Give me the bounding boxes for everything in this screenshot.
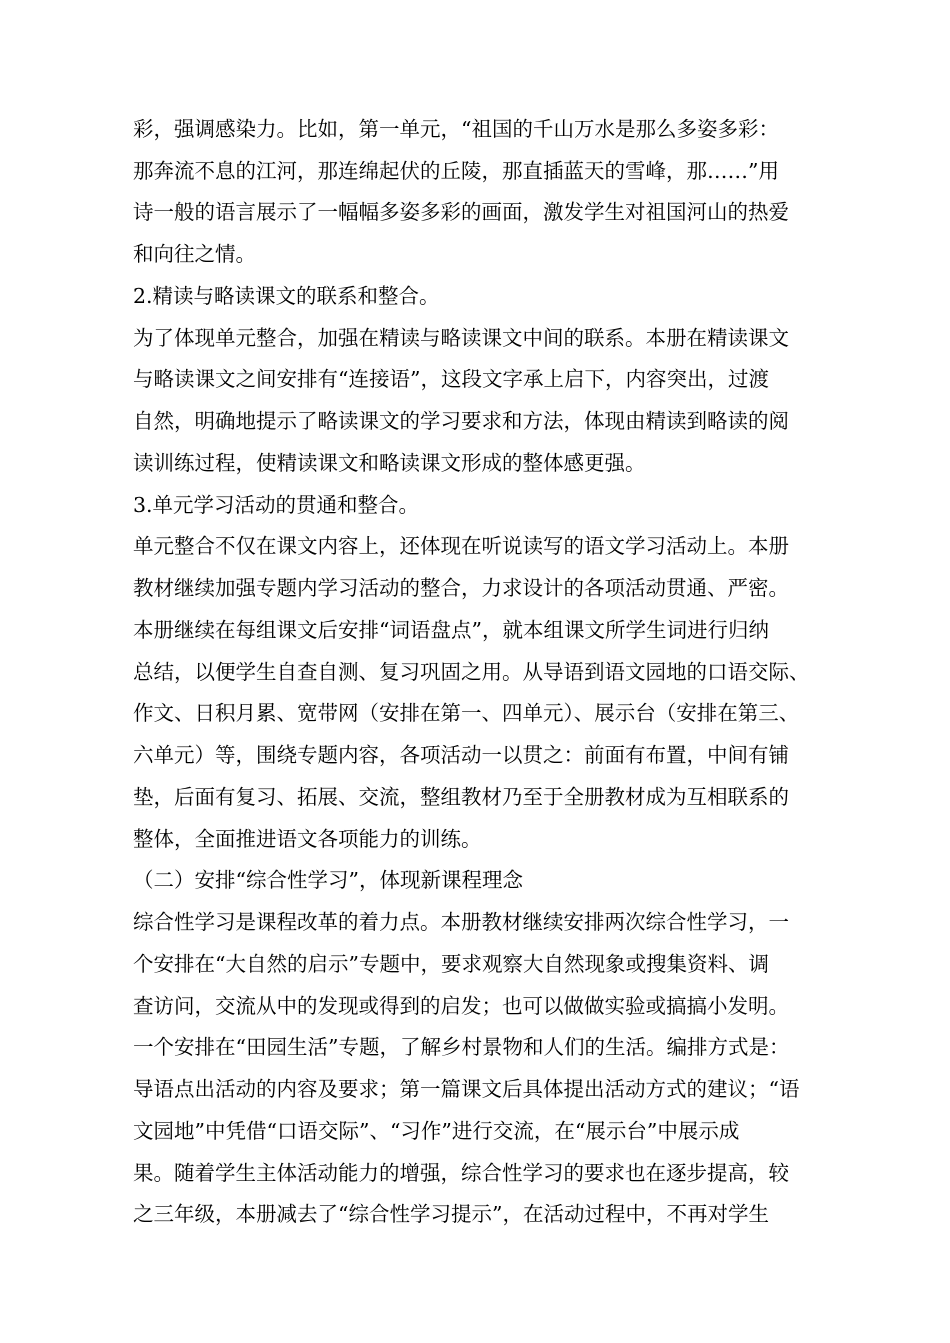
text-line: 一个安排在“田园生活”专题，了解乡村景物和人们的生活。编排方式是： (133, 1035, 790, 1059)
section-heading: （二）安排“综合性学习”，体现新课程理念 (133, 868, 523, 892)
text-line: 果。随着学生主体活动能力的增强，综合性学习的要求也在逐步提高，较 (133, 1161, 789, 1185)
text-line: 整体，全面推进语文各项能力的训练。 (133, 827, 482, 851)
text-line: 与略读课文之间安排有“连接语”，这段文字承上启下，内容突出，过渡 (133, 367, 769, 391)
text-line: 查访问，交流从中的发现或得到的启发；也可以做做实验或搞搞小发明。 (133, 994, 789, 1018)
section-heading: 2.精读与略读课文的联系和整合。 (133, 284, 440, 308)
text-line: 自然，明确地提示了略读课文的学习要求和方法，体现由精读到略读的阅 (133, 409, 789, 433)
text-line: 读训练过程，使精读课文和略读课文形成的整体感更强。 (133, 451, 646, 475)
text-line: 综合性学习是课程改革的着力点。本册教材继续安排两次综合性学习，一 (133, 910, 789, 934)
text-line: 六单元）等，围绕专题内容，各项活动一以贯之：前面有布置，中间有铺 (133, 743, 789, 767)
text-line: 彩，强调感染力。比如，第一单元，“祖国的千山万水是那么多姿多彩： (133, 117, 779, 141)
text-line: 总结，以便学生自查自测、复习巩固之用。从导语到语文园地的口语交际、 (133, 660, 810, 684)
text-line: 本册继续在每组课文后安排“词语盘点”，就本组课文所学生词进行归纳 (133, 618, 769, 642)
text-line: 垫，后面有复习、拓展、交流，整组教材乃至于全册教材成为互相联系的 (133, 785, 789, 809)
text-line: 导语点出活动的内容及要求；第一篇课文后具体提出活动方式的建议；“语 (133, 1077, 800, 1101)
text-line: 为了体现单元整合，加强在精读与略读课文中间的联系。本册在精读课文 (133, 326, 789, 350)
section-heading: 3.单元学习活动的贯通和整合。 (133, 493, 420, 517)
text-line: 单元整合不仅在课文内容上，还体现在听说读写的语文学习活动上。本册 (133, 534, 789, 558)
text-line: 诗一般的语言展示了一幅幅多姿多彩的画面，激发学生对祖国河山的热爱 (133, 200, 789, 224)
text-line: 那奔流不息的江河，那连绵起伏的丘陵，那直插蓝天的雪峰，那……”用 (133, 159, 779, 183)
text-line: 之三年级，本册减去了“综合性学习提示”，在活动过程中，不再对学生 (133, 1202, 769, 1226)
text-line: 和向往之情。 (133, 242, 256, 266)
text-line: 文园地”中凭借“口语交际”、“习作”进行交流，在“展示台”中展示成 (133, 1119, 740, 1143)
text-line: 教材继续加强专题内学习活动的整合，力求设计的各项活动贯通、严密。 (133, 576, 789, 600)
text-line: 个安排在“大自然的启示”专题中，要求观察大自然现象或搜集资料、调 (133, 952, 769, 976)
text-line: 作文、日积月累、宽带网（安排在第一、四单元）、展示台（安排在第三、 (133, 701, 800, 725)
